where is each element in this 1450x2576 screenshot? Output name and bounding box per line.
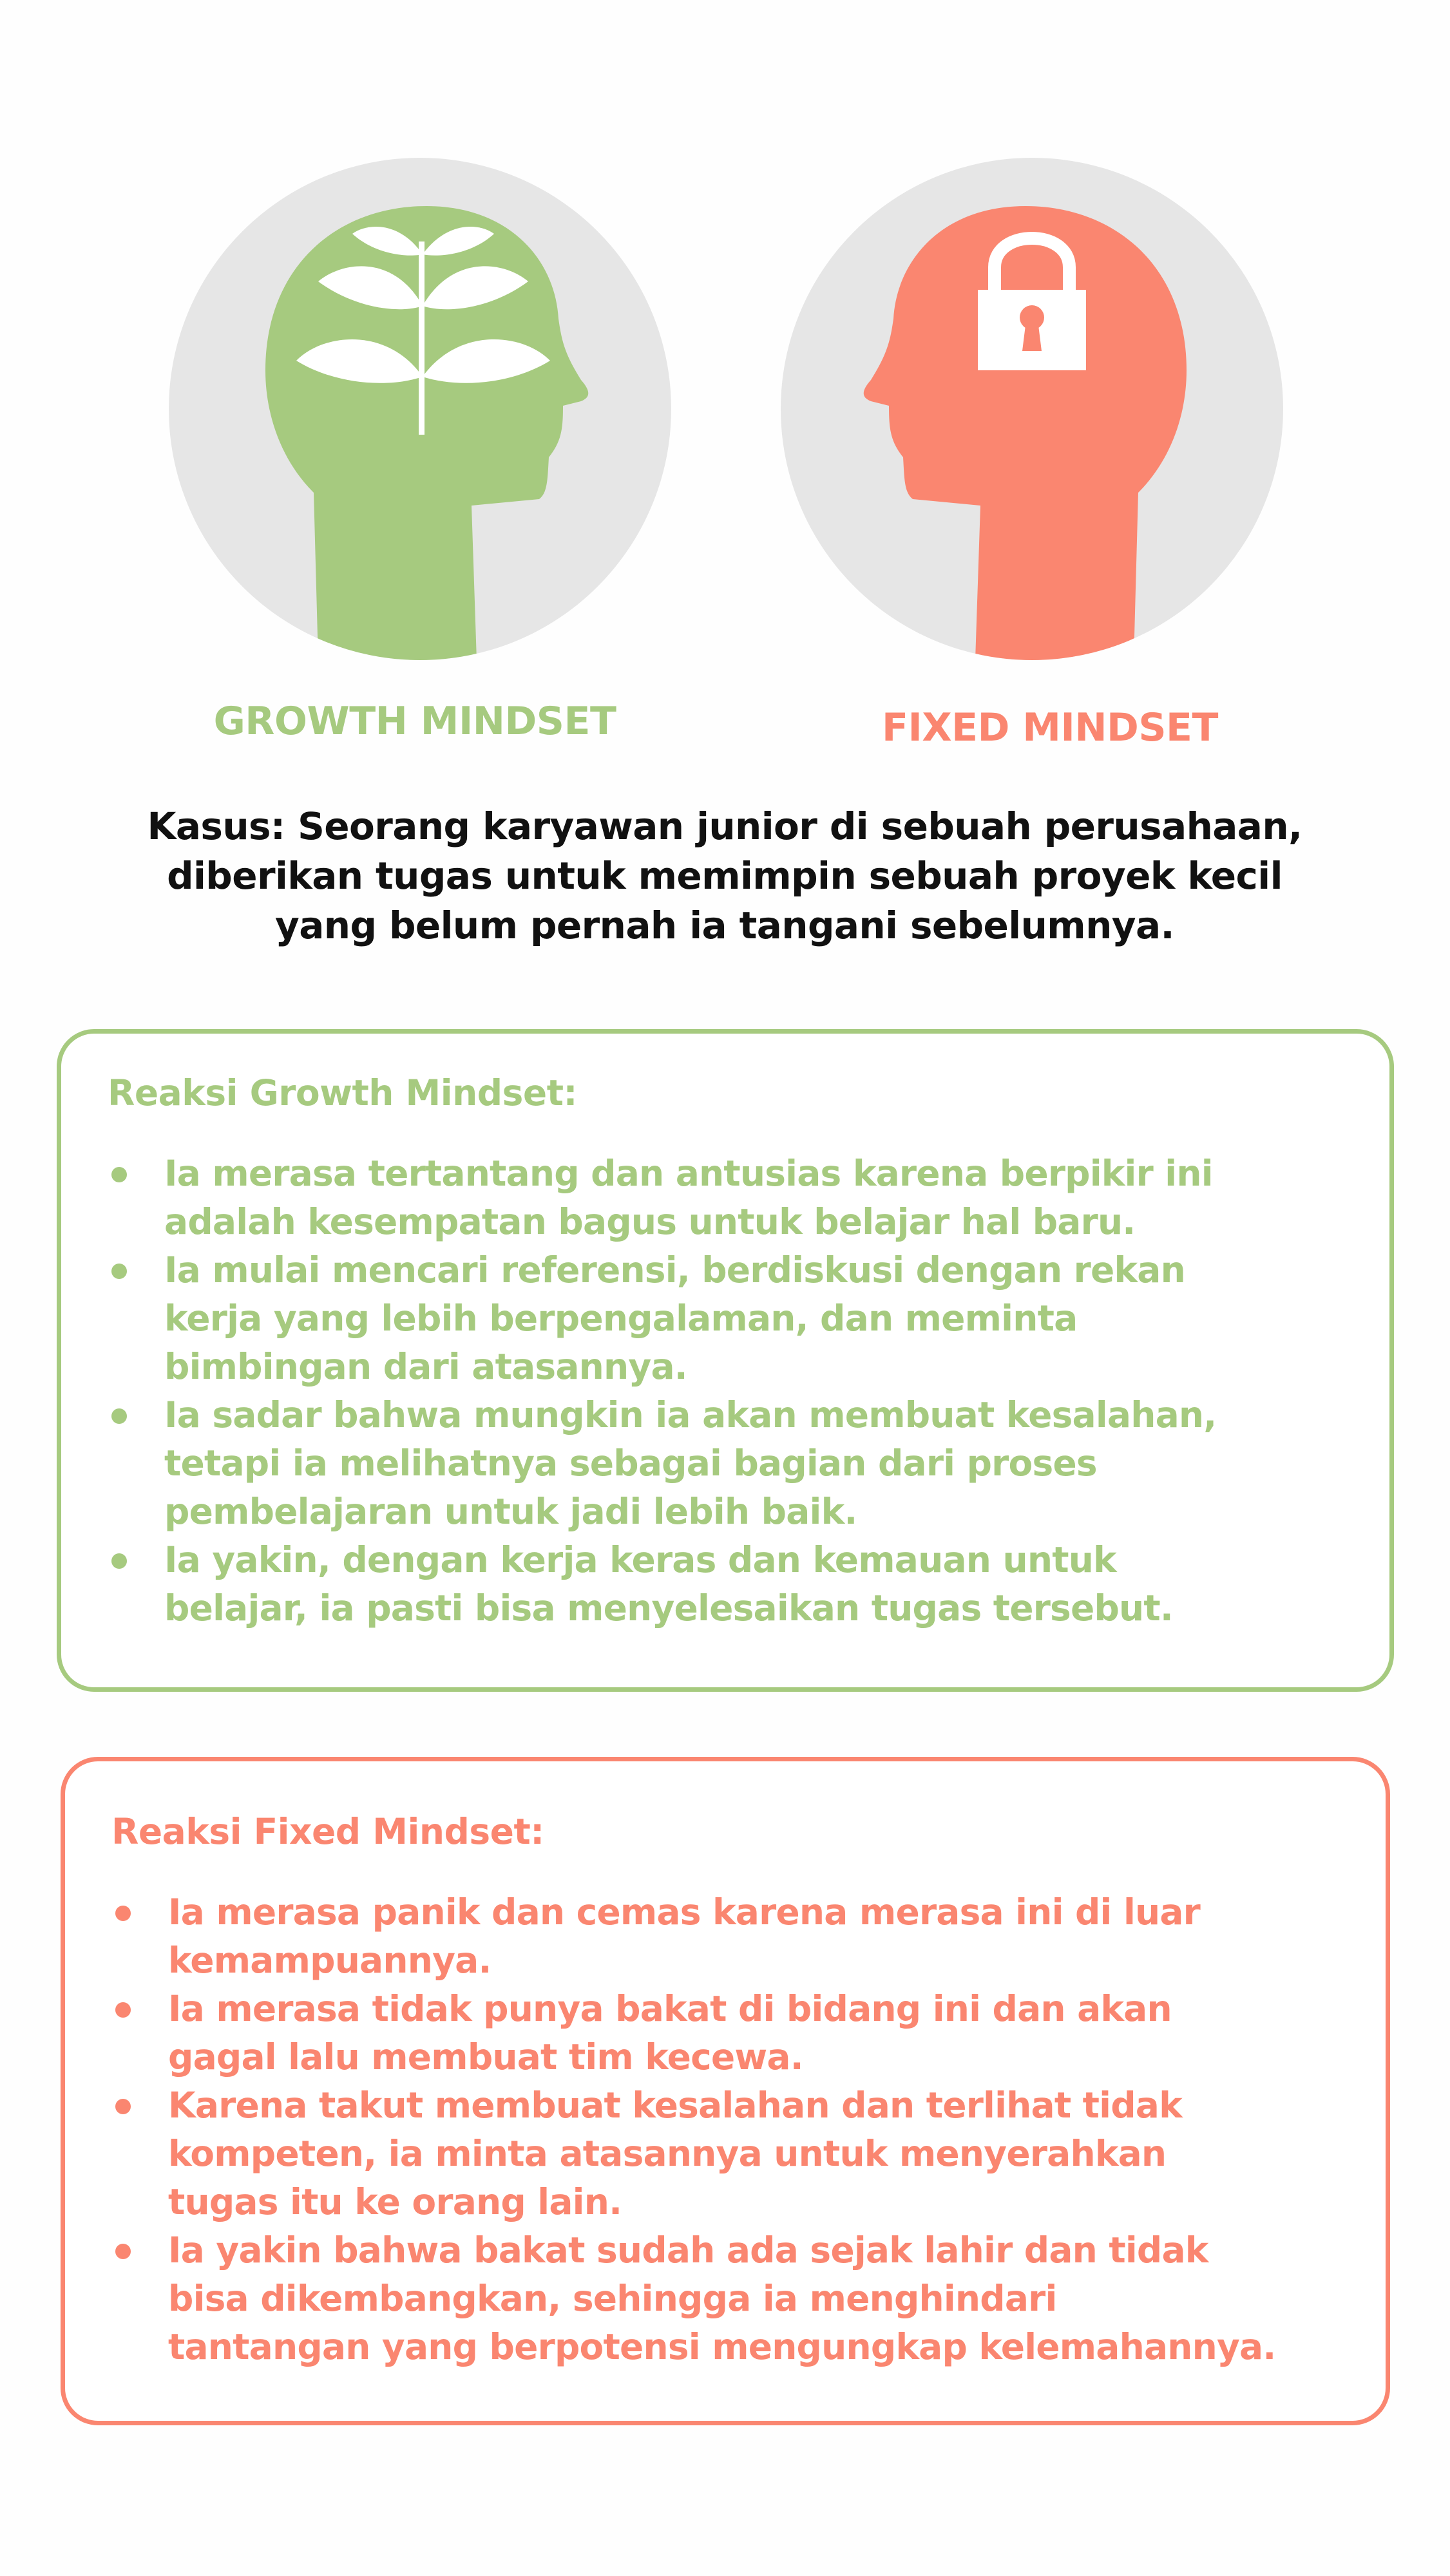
- bullet-icon: [111, 1167, 127, 1182]
- bullet-line: Ia yakin bahwa bakat sudah ada sejak lahir dan tidak: [168, 2230, 1208, 2271]
- bullet-line: tugas itu ke orang lain.: [168, 2181, 622, 2222]
- list-item: [108, 1536, 1351, 1633]
- bullet-line: kerja yang lebih berpengalaman, dan meminta: [164, 1298, 1078, 1339]
- growth-mindset-illustration: [169, 158, 671, 660]
- list-item: [108, 1150, 1351, 1246]
- bullet-line: Ia sadar bahwa mungkin ia akan membuat kesalahan,: [164, 1394, 1217, 1435]
- bullet-line: Ia mulai mencari referensi, berdiskusi dengan rekan: [164, 1249, 1185, 1291]
- bullet-line: Ia merasa tertantang dan antusias karena berpikir ini: [164, 1153, 1213, 1194]
- bullet-icon: [111, 1408, 127, 1424]
- list-item: [108, 1391, 1351, 1536]
- bullet-line: adalah kesempatan bagus untuk belajar hal baru.: [164, 1201, 1136, 1242]
- bullet-line: tantangan yang berpotensi mengungkap kelemahannya.: [168, 2326, 1276, 2367]
- growth-reaction-card: [57, 1029, 1394, 1692]
- bullet-line: bisa dikembangkan, sehingga ia menghindari: [168, 2278, 1057, 2319]
- bullet-icon: [115, 2002, 131, 2018]
- growth-reaction-title: Reaksi Growth Mindset:: [108, 1072, 577, 1113]
- bullet-line: kemampuannya.: [168, 1940, 491, 1981]
- bullet-line: gagal lalu membuat tim kecewa.: [168, 2036, 803, 2078]
- bullet-line: pembelajaran untuk jadi lebih baik.: [164, 1491, 857, 1532]
- bullet-line: Ia merasa panik dan cemas karena merasa ini di luar: [168, 1891, 1201, 1933]
- bullet-line: kompeten, ia minta atasannya untuk menyerahkan: [168, 2133, 1167, 2174]
- bullet-line: Karena takut membuat kesalahan dan terlihat tidak: [168, 2085, 1182, 2126]
- bullet-icon: [115, 1906, 131, 1921]
- bullet-line: bimbingan dari atasannya.: [164, 1346, 687, 1387]
- list-item: [111, 1888, 1347, 1985]
- list-item: [111, 1985, 1347, 2081]
- bullet-icon: [115, 2099, 131, 2114]
- fixed-mindset-illustration: [781, 158, 1283, 660]
- growth-mindset-label: GROWTH MINDSET: [213, 699, 616, 744]
- bullet-line: tetapi ia melihatnya sebagai bagian dari proses: [164, 1443, 1097, 1484]
- list-item: [111, 2081, 1347, 2226]
- growth-reaction-list: [108, 1150, 1351, 1633]
- case-line: Kasus: Seorang karyawan junior di sebuah perusahaan,: [147, 804, 1302, 848]
- case-line: yang belum pernah ia tangani sebelumnya.: [275, 904, 1174, 947]
- bullet-icon: [111, 1264, 127, 1279]
- bullet-icon: [111, 1553, 127, 1569]
- fixed-reaction-list: [111, 1888, 1347, 2371]
- case-line: diberikan tugas untuk memimpin sebuah proyek kecil: [167, 854, 1283, 898]
- fixed-reaction-card: [61, 1757, 1390, 2425]
- bullet-icon: [115, 2244, 131, 2259]
- case-description: [113, 802, 1337, 951]
- bullet-line: belajar, ia pasti bisa menyelesaikan tugas tersebut.: [164, 1587, 1173, 1629]
- list-item: [108, 1246, 1351, 1391]
- list-item: [111, 2226, 1347, 2371]
- bullet-line: Ia yakin, dengan kerja keras dan kemauan untuk: [164, 1539, 1116, 1580]
- fixed-reaction-title: Reaksi Fixed Mindset:: [111, 1811, 544, 1852]
- fixed-mindset-label: FIXED MINDSET: [882, 705, 1218, 750]
- bullet-line: Ia merasa tidak punya bakat di bidang ini dan akan: [168, 1988, 1172, 2029]
